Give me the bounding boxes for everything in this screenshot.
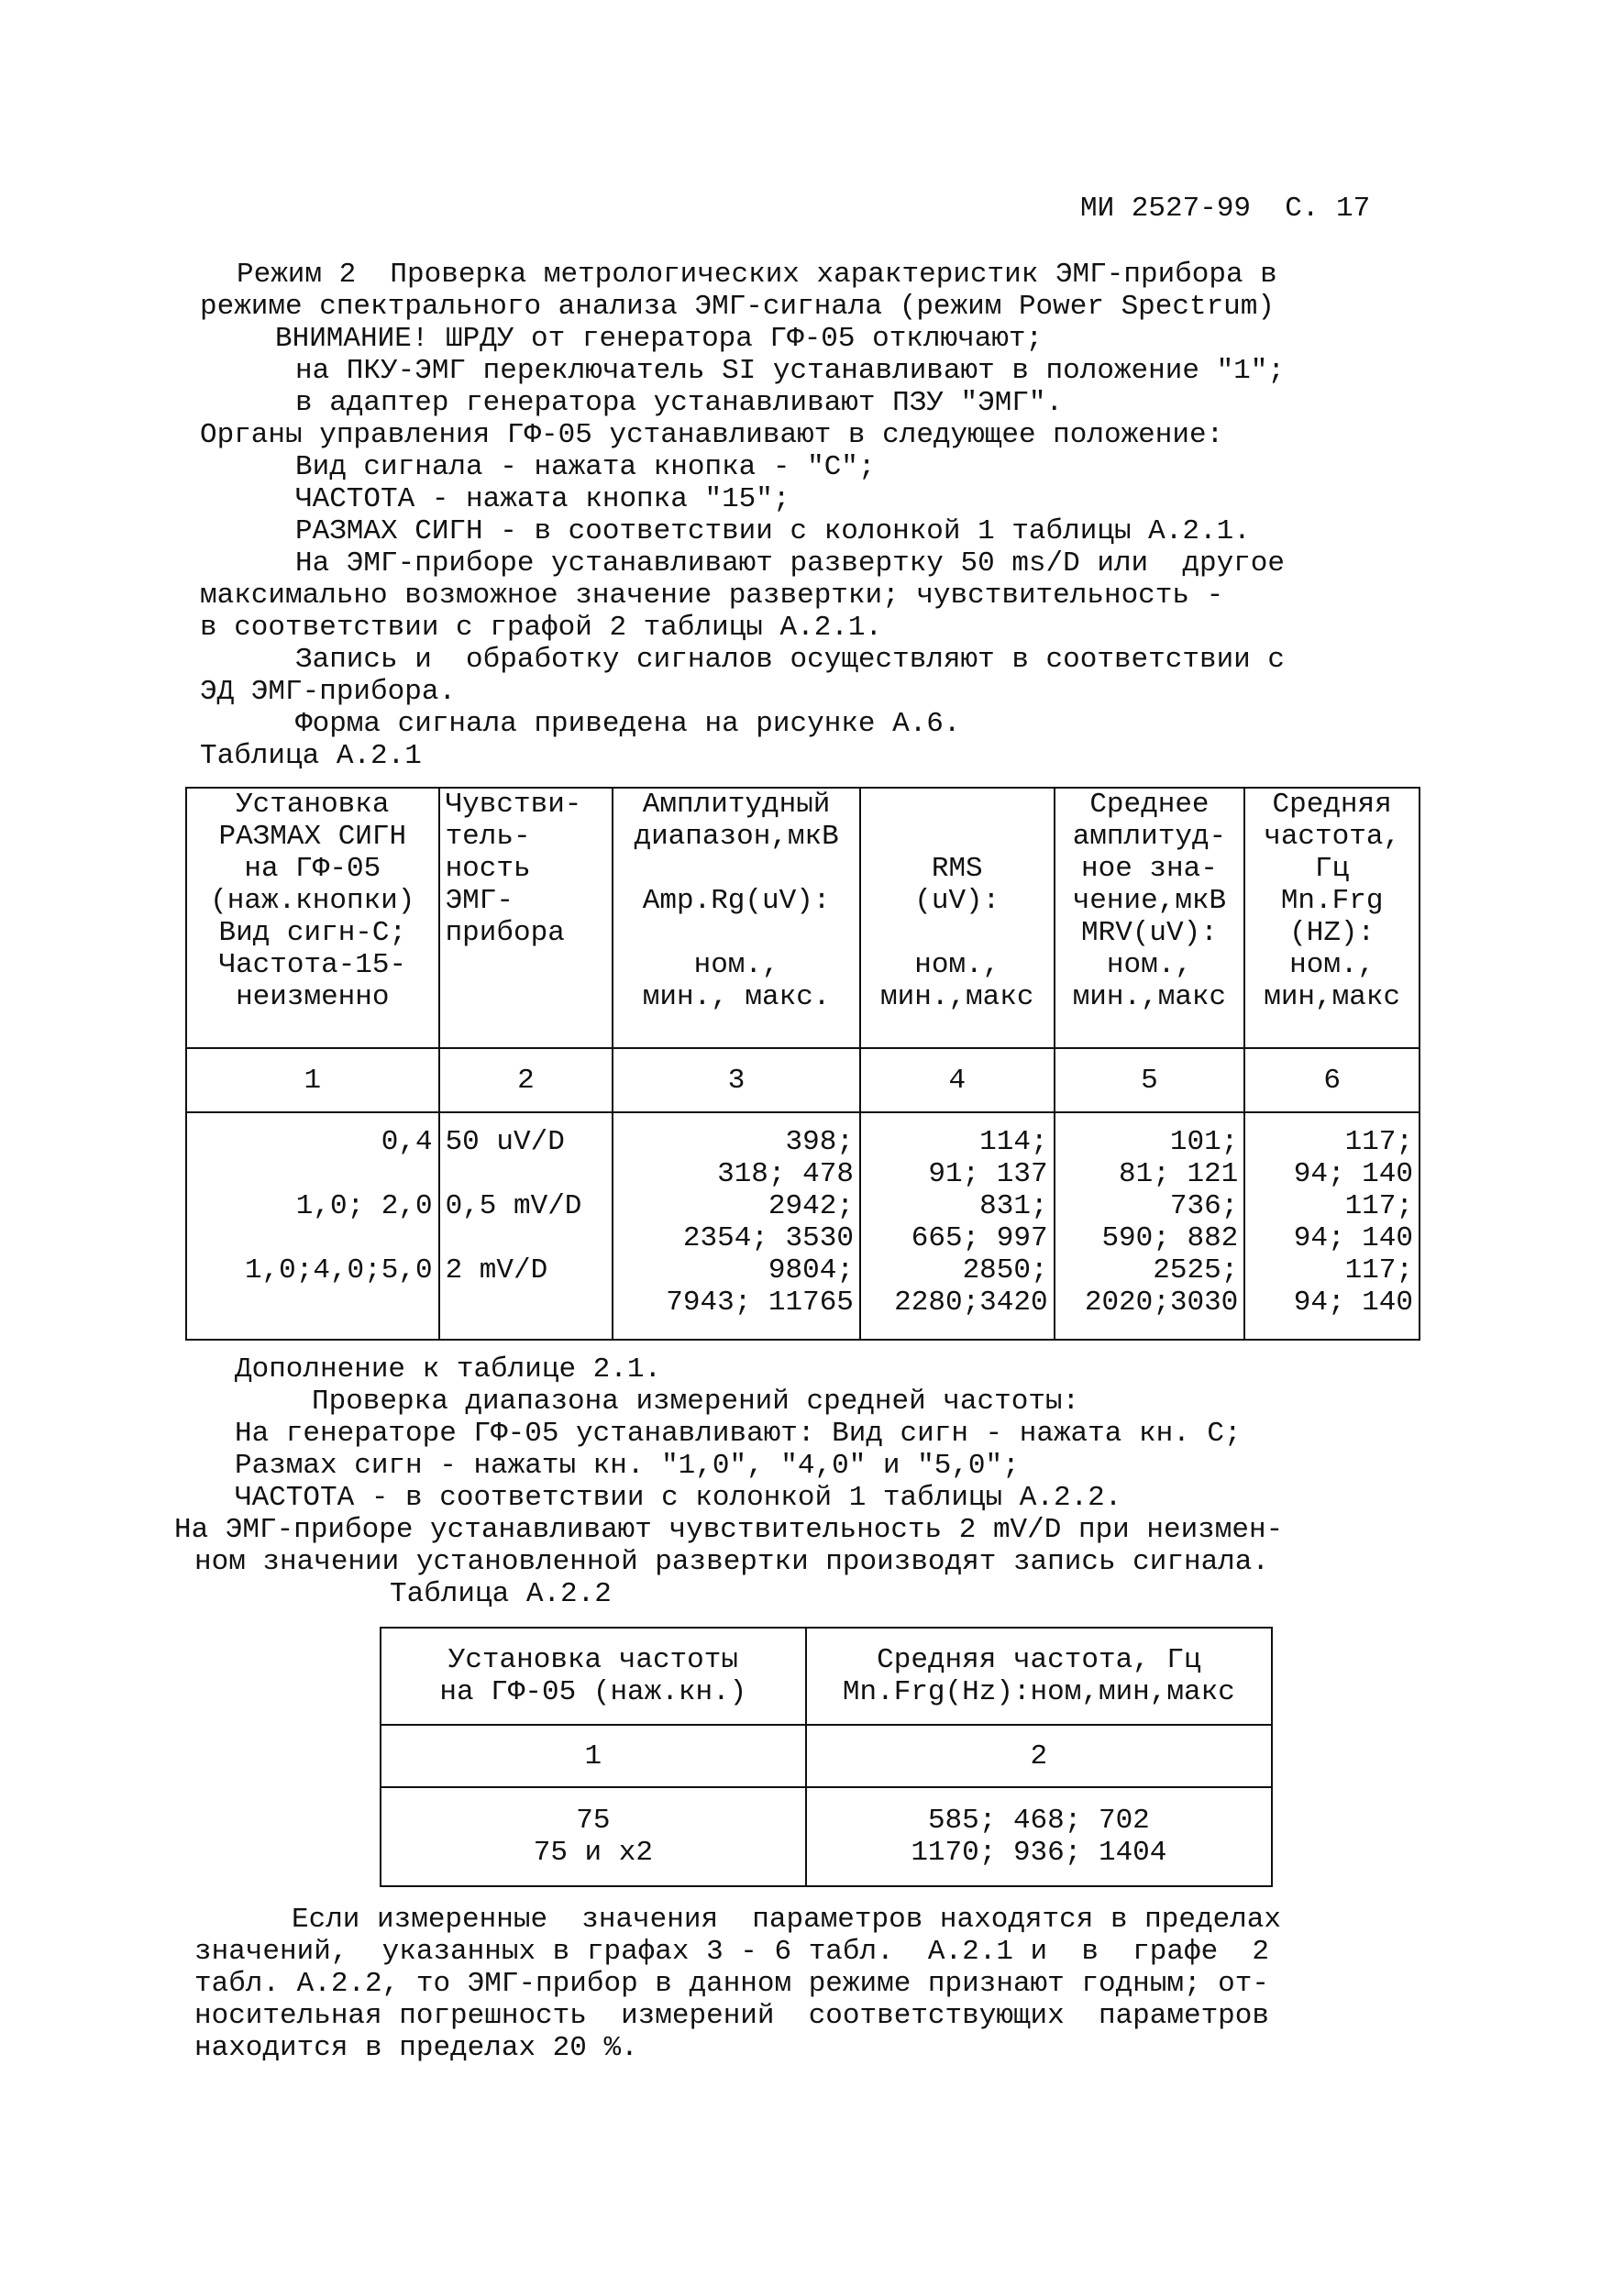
page-header: МИ 2527-99 С. 17 (1080, 193, 1371, 225)
header-cell: Среднее амплитуд- ное зна- чение,мкВ MRV(uV): ном., мин.,макс (1055, 788, 1245, 1048)
table2-caption: Таблица А.2.2 (390, 1578, 612, 1610)
header-cell: RMS (uV): ном., мин.,макс (860, 788, 1055, 1048)
column-number: 1 (381, 1725, 806, 1787)
table-cell: 75 75 и х2 (381, 1787, 806, 1886)
conclusion-line-4: носительная погрешность измерений соответствующих параметров (194, 2000, 1269, 2032)
table-a22 (380, 1627, 1273, 1887)
conclusion-line-5: находится в пределах 20 %. (194, 2032, 638, 2064)
addendum-title: Дополнение к таблице 2.1. (235, 1353, 662, 1386)
column-number: 2 (806, 1725, 1272, 1787)
table-cell: 114; 91; 137 831; 665; 997 2850; 2280;3420 (860, 1112, 1055, 1340)
switch-line: на ПКУ-ЭМГ переключатель SI устанавливают в положение "1"; (295, 355, 1285, 387)
signal-type-line: Вид сигнала - нажата кнопка - "С"; (295, 451, 876, 483)
addendum-line-3: На генераторе ГФ-05 устанавливают: Вид сигн - нажата кн. С; (235, 1418, 1242, 1450)
table-cell: 50 uV/D 0,5 mV/D 2 mV/D (439, 1112, 613, 1340)
frequency-line: ЧАСТОТА - нажата кнопка "15"; (295, 483, 790, 515)
rom-line: в адаптер генератора устанавливают ПЗУ "ЭМГ". (295, 387, 1064, 419)
header-cell: Амплитудный диапазон,мкВ Amp.Rg(uV): ном., мин., макс. (613, 788, 860, 1048)
table-row (186, 1112, 1420, 1340)
table-cell: 398; 318; 478 2942; 2354; 3530 9804; 7943; 11765 (613, 1112, 860, 1340)
column-number: 2 (439, 1048, 613, 1112)
table-row (381, 1787, 1272, 1886)
sweep-line-2: максимально возможное значение развертки; чувствительность - (200, 580, 1224, 612)
header-cell: Чувстви- тель- ность ЭМГ- прибора (439, 788, 613, 1048)
table-number-row (381, 1725, 1272, 1787)
conclusion-line-1: Если измеренные значения параметров находятся в пределах (292, 1904, 1281, 1936)
header-cell: Средняя частота, Гц Mn.Frg (HZ): ном., мин,макс (1244, 788, 1420, 1048)
column-number: 4 (860, 1048, 1055, 1112)
table-cell: 101; 81; 121 736; 590; 882 2525; 2020;3030 (1055, 1112, 1245, 1340)
addendum-line-2: Проверка диапазона измерений средней частоты: (312, 1386, 1080, 1418)
sweep-line-1: На ЭМГ-приборе устанавливают развертку 50 ms/D или другое (295, 547, 1285, 580)
column-number: 1 (186, 1048, 439, 1112)
table-header-row (381, 1628, 1272, 1725)
header-cell: Установка частоты на ГФ-05 (наж.кн.) (381, 1628, 806, 1725)
header-cell: Установка РАЗМАХ СИГН на ГФ-05 (наж.кнопки) Вид сигн-С; Частота-15- неизменно (186, 788, 439, 1048)
addendum-line-6: На ЭМГ-приборе устанавливают чувствительность 2 mV/D при неизмен- (174, 1514, 1284, 1546)
table-cell: 585; 468; 702 1170; 936; 1404 (806, 1787, 1272, 1886)
sweep-line-3: в соответствии с графой 2 таблицы А.2.1. (200, 612, 883, 644)
warning-line: ВНИМАНИЕ! ШРДУ от генератора ГФ-05 отключают; (275, 323, 1044, 355)
table-a21 (185, 787, 1420, 1341)
addendum-line-7: ном значении установленной развертки производят запись сигнала. (194, 1546, 1269, 1578)
table-cell: 117; 94; 140 117; 94; 140 117; 94; 140 (1244, 1112, 1420, 1340)
mode-title-line-2: режиме спектрального анализа ЭМГ-сигнала (режим Power Spectrum) (200, 291, 1275, 323)
amplitude-line: РАЗМАХ СИГН - в соответствии с колонкой 1 таблицы А.2.1. (295, 515, 1251, 547)
mode-title-line-1: Режим 2 Проверка метрологических характеристик ЭМГ-прибора в (237, 259, 1277, 291)
addendum-line-4: Размах сигн - нажаты кн. "1,0", "4,0" и "5,0"; (235, 1450, 1020, 1482)
record-line-1: Запись и обработку сигналов осуществляют в соответствии с (295, 644, 1285, 676)
conclusion-line-3: табл. А.2.2, то ЭМГ-прибор в данном режиме признают годным; от- (194, 1968, 1269, 2000)
table-header-row (186, 788, 1420, 1048)
table-cell: 0,4 1,0; 2,0 1,0;4,0;5,0 (186, 1112, 439, 1340)
column-number: 3 (613, 1048, 860, 1112)
table-number-row (186, 1048, 1420, 1112)
header-cell: Средняя частота, Гц Mn.Frg(Hz):ном,мин,макс (806, 1628, 1272, 1725)
waveform-line: Форма сигнала приведена на рисунке А.6. (295, 708, 961, 740)
table1-caption: Таблица А.2.1 (200, 740, 422, 772)
controls-line: Органы управления ГФ-05 устанавливают в следующее положение: (200, 419, 1224, 451)
addendum-line-5: ЧАСТОТА - в соответствии с колонкой 1 таблицы А.2.2. (235, 1482, 1122, 1514)
column-number: 6 (1244, 1048, 1420, 1112)
conclusion-line-2: значений, указанных в графах 3 - 6 табл. А.2.1 и в графе 2 (194, 1936, 1269, 1968)
record-line-2: ЭД ЭМГ-прибора. (200, 676, 457, 708)
column-number: 5 (1055, 1048, 1245, 1112)
